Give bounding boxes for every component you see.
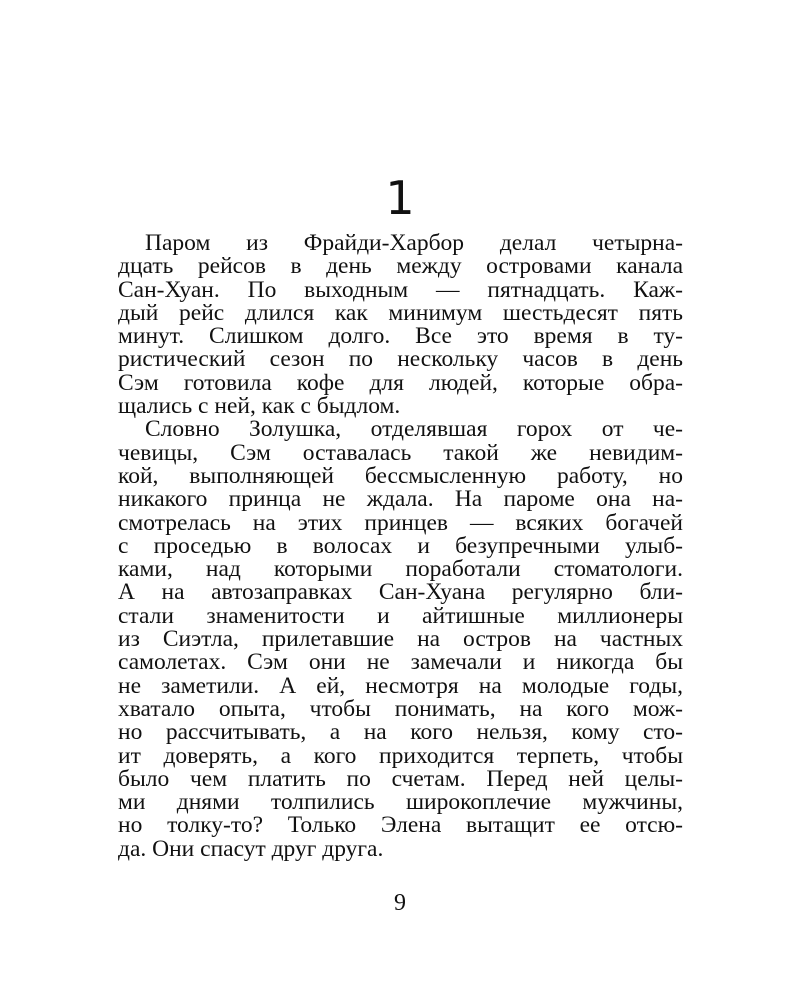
text-line: минут. Слишком долго. Все это время в ту- [118, 323, 683, 350]
text-line: никакого принца не ждала. На пароме она на- [118, 486, 683, 513]
chapter-number: 1 [385, 171, 415, 225]
text-line: да. Они спасут друг друга. [118, 835, 384, 862]
text-line: Паром из Фрайди-Харбор делал четырна- [145, 230, 683, 256]
text-line: дый рейс длился как минимум шестьдесят пять [118, 299, 683, 326]
text-line: самолетах. Сэм они не замечали и никогда бы [118, 649, 683, 676]
text-line: Сан-Хуан. По выходным — пятнадцать. Каж- [118, 276, 683, 303]
text-line: Словно Золушка, отделявшая горох от че- [145, 416, 683, 443]
text-line: щались с ней, как с быдлом. [118, 393, 401, 420]
text-line: но рассчитывать, а на кого нельзя, кому сто- [118, 719, 683, 746]
text-line: но толку-то? Только Элена вытащит ее отсю- [118, 812, 683, 839]
text-line: стали знаменитости и айтишные миллионеры [118, 602, 683, 629]
body-text [118, 232, 683, 861]
paragraph-2 [118, 418, 683, 861]
text-line: Сэм готовила кофе для людей, которые обра- [118, 369, 683, 396]
text-line: ми днями толпились широкоплечие мужчины, [118, 789, 683, 816]
text-line: А на автозаправках Сан-Хуана регулярно бли- [118, 579, 683, 606]
paragraph-1 [118, 232, 683, 418]
text-line: ит доверять, а кого приходится терпеть, чтобы [118, 742, 683, 769]
page-number: 9 [394, 890, 406, 916]
text-line: ками, над которыми поработали стоматологи. [118, 556, 683, 583]
text-line: дцать рейсов в день между островами канала [118, 253, 683, 280]
text-line: из Сиэтла, прилетавшие на остров на частных [118, 626, 683, 653]
text-line: чевицы, Сэм оставалась такой же невидим- [118, 439, 683, 466]
text-line: ристический сезон по нескольку часов в день [118, 346, 683, 373]
text-line: не заметили. А ей, несмотря на молодые годы, [118, 672, 683, 699]
text-line: кой, выполняющей бессмысленную работу, но [118, 462, 683, 489]
text-line: было чем платить по счетам. Перед ней целы- [118, 765, 683, 792]
text-line: с проседью в волосах и безупречными улыб- [118, 532, 683, 559]
text-line: смотрелась на этих принцев — всяких богачей [118, 509, 683, 536]
text-line: хватало опыта, чтобы понимать, на кого мож- [118, 695, 683, 722]
